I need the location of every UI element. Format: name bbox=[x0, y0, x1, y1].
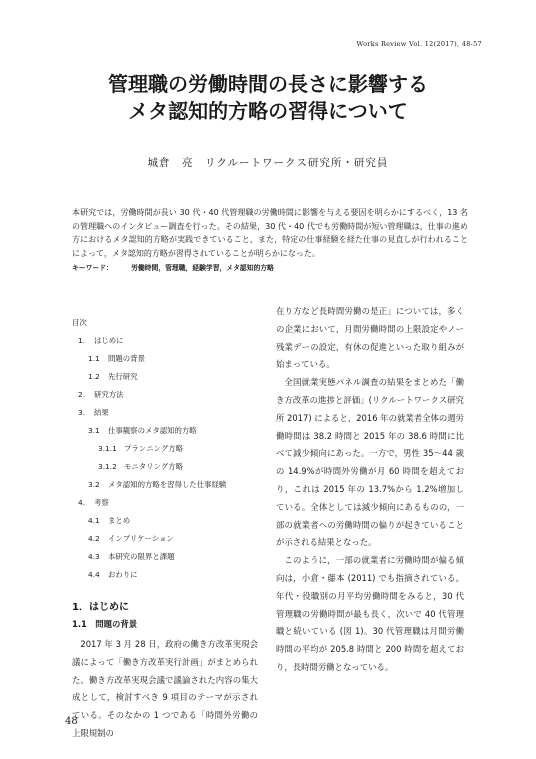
title-line-2: メタ認知的方略の習得について bbox=[128, 99, 408, 123]
toc-item: 3. 結果 bbox=[78, 408, 109, 417]
body-paragraph: 在り方など長時間労働の是正」については，多くの企業において，月間労働時間の上限設定やノー残業デーの設定，有休の促進といった取り組みが始まっている。 bbox=[276, 306, 464, 370]
page-number: 48 bbox=[65, 716, 78, 727]
author-line: 城倉 亮 リクルートワークス研究所・研究員 bbox=[147, 157, 389, 169]
toc-item: 4.2 インプリケーション bbox=[88, 534, 174, 543]
toc-item: 3.2 メタ認知的方略を習得した仕事経験 bbox=[88, 480, 227, 489]
toc-item: 4.1 まとめ bbox=[88, 516, 131, 525]
keywords-label: キーワード： bbox=[72, 264, 113, 272]
subsection-heading: 1.1 問題の背景 bbox=[72, 619, 138, 629]
toc-item: 3.1 仕事観察のメタ認知的方略 bbox=[88, 426, 197, 435]
journal-header: Works Review Vol. 12(2017), 48-57 bbox=[356, 40, 482, 48]
body-paragraph: 全国就業実態パネル調査の結果をまとめた「働き方改革の進捗と評価」(リクルートワークス研究所 2017) によると，2016 年の就業者全体の週労働時間は 38.2 時間と 2015 年の 38.6 時間に比べて減少傾向にあった。一方で，男性 35～44 歳の 14.9%が時間外労働が月 60 時間を超えており，これは 2015 年の 13.7%から 1.2%増加している。全体としては減少傾向にあるものの，一部の就業者への労働時間の偏りが起きていることが示される結果となった。 bbox=[276, 377, 464, 548]
right-column-body bbox=[276, 303, 464, 677]
toc-item: 4.4 おわりに bbox=[88, 570, 138, 579]
toc-item: 1.1 問題の背景 bbox=[88, 354, 145, 363]
abstract: 本研究では，労働時間が長い 30 代・40 代管理職の労働時間に影響を与える要因を明らかにするべく，13 名の管理職へのインタビュー調査を行った。その結果，30 代・40 代でも労働時間が短い管理職は，仕事の進め方におけるメタ認知的方略が実践できていること，また，特定の仕事経験を経た仕事の見直しが行われることによって，メタ認知的方略が習得されていることが明らかになった。 bbox=[72, 208, 468, 258]
title-line-1: 管理職の労働時間の長さに影響する bbox=[108, 72, 428, 96]
toc-item: 2. 研究方法 bbox=[78, 390, 124, 399]
toc-item: 3.1.2 モニタリング方略 bbox=[98, 462, 183, 471]
left-column-body bbox=[72, 636, 258, 743]
toc-item: 1.2 先行研究 bbox=[88, 372, 138, 381]
toc-item: 4. 考察 bbox=[78, 498, 109, 507]
body-paragraph: 2017 年 3 月 28 日，政府の働き方改革実現会議によって「働き方改革実行計画」がまとめられた。働き方改革実現会議で議論された内容の集大成として，検討すべき 9 項目のテーマが示されている。そのなかの 1 つである「時間外労働の上限規制の bbox=[72, 639, 258, 738]
keywords-text: 労働時間，管理職，経験学習，メタ認知的方略 bbox=[131, 264, 274, 272]
keywords bbox=[72, 262, 274, 272]
section-heading: 1．はじめに bbox=[72, 602, 129, 613]
toc-item: 1. はじめに bbox=[78, 336, 124, 345]
body-paragraph: このように，一部の就業者に労働時間が偏る傾向は，小倉・藤本 (2011) でも指摘されている。年代・役職別の月平均労働時間をみると，30 代管理職の労働時間が最も長く，次いで 40 代管理職と続いている (図 1)。30 代管理職は月間労働時間の平均が 205.8 時間と 200 時間を超えており，長時間労働となっている。 bbox=[276, 555, 464, 672]
toc-item: 4.3 本研究の限界と課題 bbox=[88, 552, 175, 561]
toc-item: 3.1.1 プランニング方略 bbox=[98, 444, 183, 453]
toc-heading: 目次 bbox=[72, 318, 87, 327]
